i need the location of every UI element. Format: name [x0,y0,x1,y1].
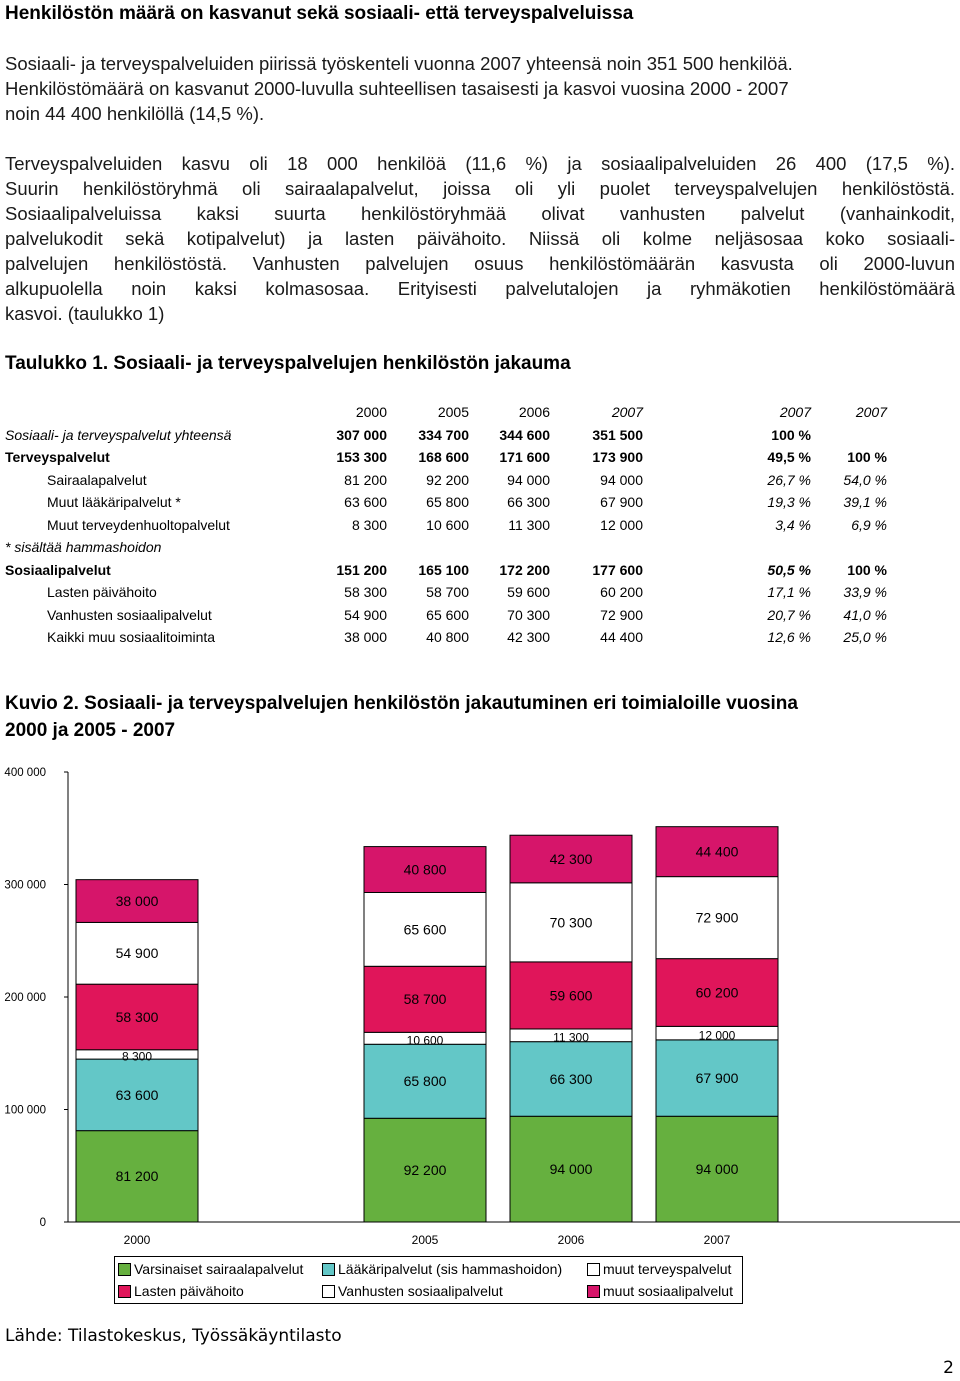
data-label: 58 300 [115,1008,159,1025]
figure-title-line: Kuvio 2. Sosiaali- ja terveyspalvelujen henkilöstön jakautuminen eri toimialoille vuosina [5,693,798,714]
data-label: 11 300 [553,1030,589,1045]
row-label: Lasten päivähoito [47,584,157,601]
data-label: 94 000 [549,1161,593,1178]
table-cell: 173 900 [592,449,643,466]
legend-swatch [587,1285,600,1298]
data-label: 59 600 [549,987,593,1004]
chart-legend [114,1256,743,1304]
table-cell: 19,3 % [767,494,811,511]
legend-item [587,1281,733,1301]
table-row [5,514,887,537]
y-tick-label: 100 000 [4,1104,46,1117]
legend-label: muut terveyspalvelut [603,1261,732,1277]
table-cell: 67 900 [600,494,643,511]
intro-paragraph [5,51,955,126]
column-header: 2007 [779,404,811,421]
table-cell: 41,0 % [843,606,887,623]
data-label: 8 300 [121,1049,153,1064]
table-cell: 307 000 [336,426,387,443]
table-cell: 66 300 [507,494,550,511]
table-cell: 94 000 [600,471,643,488]
row-label: Sosiaali- ja terveyspalvelut yhteensä [5,426,232,443]
legend-label: Lääkäripalvelut (sis hammashoidon) [338,1261,563,1277]
data-label: 63 600 [115,1086,159,1103]
table-cell: 39,1 % [843,494,887,511]
table-cell: 344 600 [499,426,550,443]
row-label: Kaikki muu sosiaalitoiminta [47,629,216,646]
data-label: 65 800 [403,1073,447,1090]
paragraph-line: Sosiaalipalveluissa kaksi suurta henkilöstöryhmää olivat vanhusten palvelut (vanhainkodit, [5,203,955,224]
table-row [5,491,887,514]
legend-item [587,1259,731,1279]
table-cell: 65 600 [426,606,469,623]
data-label: 65 600 [403,921,447,938]
paragraph-line: Sosiaali- ja terveyspalveluiden piirissä työskenteli vuonna 2007 yhteensä noin 351 500 henkilöä. [5,53,793,74]
legend-label: Varsinaiset sairaalapalvelut [134,1261,304,1277]
stacked-bar-chart [0,760,960,1255]
figure-title-line: 2000 ja 2005 - 2007 [5,720,176,741]
table-cell: 49,5 % [767,449,811,466]
table-row [5,559,887,582]
table-cell: 44 400 [600,629,643,646]
table-footnote: * sisältää hammashoidon [5,539,162,556]
data-label: 70 300 [549,914,593,931]
column-header: 2007 [855,404,887,421]
data-label: 42 300 [549,850,593,867]
row-label: Sairaalapalvelut [47,471,147,488]
data-label: 60 200 [695,984,739,1001]
y-tick-label: 300 000 [4,879,46,892]
table-cell: 59 600 [507,584,550,601]
table-cell: 100 % [847,561,887,578]
table-title: Taulukko 1. Sosiaali- ja terveyspalvelujen henkilöstön jakauma [5,353,571,374]
table-cell: 172 200 [499,561,550,578]
data-label: 40 800 [403,861,447,878]
table-cell: 165 100 [418,561,469,578]
table-cell: 58 300 [344,584,387,601]
legend-swatch [587,1263,600,1276]
y-tick-label: 200 000 [4,992,46,1004]
table-row [5,626,887,649]
table-cell: 153 300 [336,449,387,466]
table-cell: 40 800 [426,629,469,646]
y-tick-label: 400 000 [4,767,46,779]
legend-swatch [118,1285,131,1298]
table-cell: 81 200 [344,471,387,488]
table-cell [811,424,887,447]
y-tick-label: 0 [39,1217,46,1229]
table-cell: 63 600 [344,494,387,511]
paragraph-line: Suurin henkilöstöryhmä oli sairaalapalvelut, joissa oli yli puolet terveyspalvelujen henkilöstöstä. [5,178,955,199]
data-label: 92 200 [403,1162,447,1179]
column-header: 2000 [355,404,387,421]
table-cell: 151 200 [336,561,387,578]
paragraph-line: Terveyspalveluiden kasvu oli 18 000 henkilöä (11,6 %) ja sosiaalipalveluiden 26 400 (17,5 %). [5,153,955,174]
page-number: 2 [943,1358,954,1378]
table-cell: 92 200 [426,471,469,488]
row-label: Terveyspalvelut [5,449,110,466]
table-cell: 171 600 [499,449,550,466]
data-label: 12 000 [698,1028,736,1043]
table-cell: 54,0 % [843,471,887,488]
table-header-row [5,401,887,424]
data-label: 58 700 [403,991,447,1008]
paragraph-line: palvelujen henkilöstöstä. Vanhusten palvelujen osuus henkilöstömäärän kasvusta oli 2000-luvun [5,253,955,274]
table-cell: 60 200 [600,584,643,601]
legend-item [322,1259,562,1279]
table-cell: 94 000 [507,471,550,488]
table-cell: 12 000 [600,516,643,533]
paragraph-line: alkupuolella noin kaksi kolmasosaa. Erityisesti palvelutalojen ja ryhmäkotien henkilöstömäärä [5,278,955,299]
detail-paragraph [5,151,955,326]
data-label: 38 000 [115,892,159,909]
table-footnote-row [5,536,887,559]
paragraph-line: kasvoi. (taulukko 1) [5,303,165,324]
data-label: 10 600 [406,1033,444,1048]
table-cell: 168 600 [418,449,469,466]
table-cell: 334 700 [418,426,469,443]
paragraph-line: noin 44 400 henkilöllä (14,5 %). [5,103,265,124]
data-label: 72 900 [695,909,739,926]
table-cell: 54 900 [344,606,387,623]
table-cell: 351 500 [592,426,643,443]
table-row [5,581,887,604]
legend-item [118,1259,303,1279]
table-cell: 26,7 % [767,471,811,488]
legend-label: muut sosiaalipalvelut [603,1283,733,1299]
table-cell: 11 300 [508,516,550,533]
paragraph-line: Henkilöstömäärä on kasvanut 2000-luvulla suhteellisen tasaisesti ja kasvoi vuosina 2000 - 2007 [5,78,789,99]
table-cell: 6,9 % [851,516,887,533]
table-cell: 17,1 % [767,584,811,601]
source-note: Lähde: Tilastokeskus, Työssäkäyntilasto [5,1326,342,1346]
data-label: 67 900 [695,1069,739,1086]
data-label: 66 300 [549,1070,593,1087]
data-label: 54 900 [115,945,159,962]
data-label: 81 200 [115,1168,159,1185]
table-cell: 25,0 % [843,629,887,646]
column-header: 2006 [518,404,550,421]
table-cell: 100 % [847,449,887,466]
table-cell: 33,9 % [843,584,887,601]
data-label: 94 000 [695,1161,739,1178]
x-tick-label: 2000 [123,1233,151,1247]
table-cell: 42 300 [507,629,550,646]
table-cell: 100 % [771,426,811,443]
table-cell: 58 700 [426,584,469,601]
table-cell: 70 300 [507,606,550,623]
column-header: 2005 [437,404,469,421]
x-tick-label: 2005 [411,1233,439,1247]
table-cell: 38 000 [344,629,387,646]
legend-swatch [322,1263,335,1276]
table-cell: 72 900 [600,606,643,623]
x-tick-label: 2007 [703,1233,731,1247]
legend-label: Vanhusten sosiaalipalvelut [338,1283,503,1299]
table-cell: 177 600 [592,561,643,578]
table-cell: 65 800 [426,494,469,511]
page-heading: Henkilöstön määrä on kasvanut sekä sosiaali- että terveyspalveluissa [5,3,634,24]
legend-swatch [118,1263,131,1276]
legend-item [118,1281,244,1301]
staff-distribution-table [5,401,887,649]
table-cell: 10 600 [426,516,469,533]
table-row [5,446,887,469]
row-label: Muut lääkäripalvelut * [47,494,181,511]
paragraph-line: palvelukodit sekä kotipalvelut) ja lasten päivähoito. Niissä oli kolme neljäsosaa koko sosiaali- [5,228,955,249]
legend-item [322,1281,503,1301]
data-label: 44 400 [695,843,739,860]
table-cell: 20,7 % [767,606,811,623]
row-label: Vanhusten sosiaalipalvelut [47,606,212,623]
row-label: Muut terveydenhuoltopalvelut [47,516,230,533]
legend-label: Lasten päivähoito [134,1283,244,1299]
row-label: Sosiaalipalvelut [5,561,111,578]
table-cell: 8 300 [351,516,387,533]
legend-swatch [322,1285,335,1298]
table-cell: 12,6 % [767,629,811,646]
x-tick-label: 2006 [557,1233,585,1247]
table-row [5,424,887,447]
table-cell: 3,4 % [775,516,811,533]
column-header: 2007 [611,404,643,421]
table-row [5,469,887,492]
table-cell: 50,5 % [767,561,811,578]
figure-title [5,690,798,744]
table-row [5,604,887,627]
